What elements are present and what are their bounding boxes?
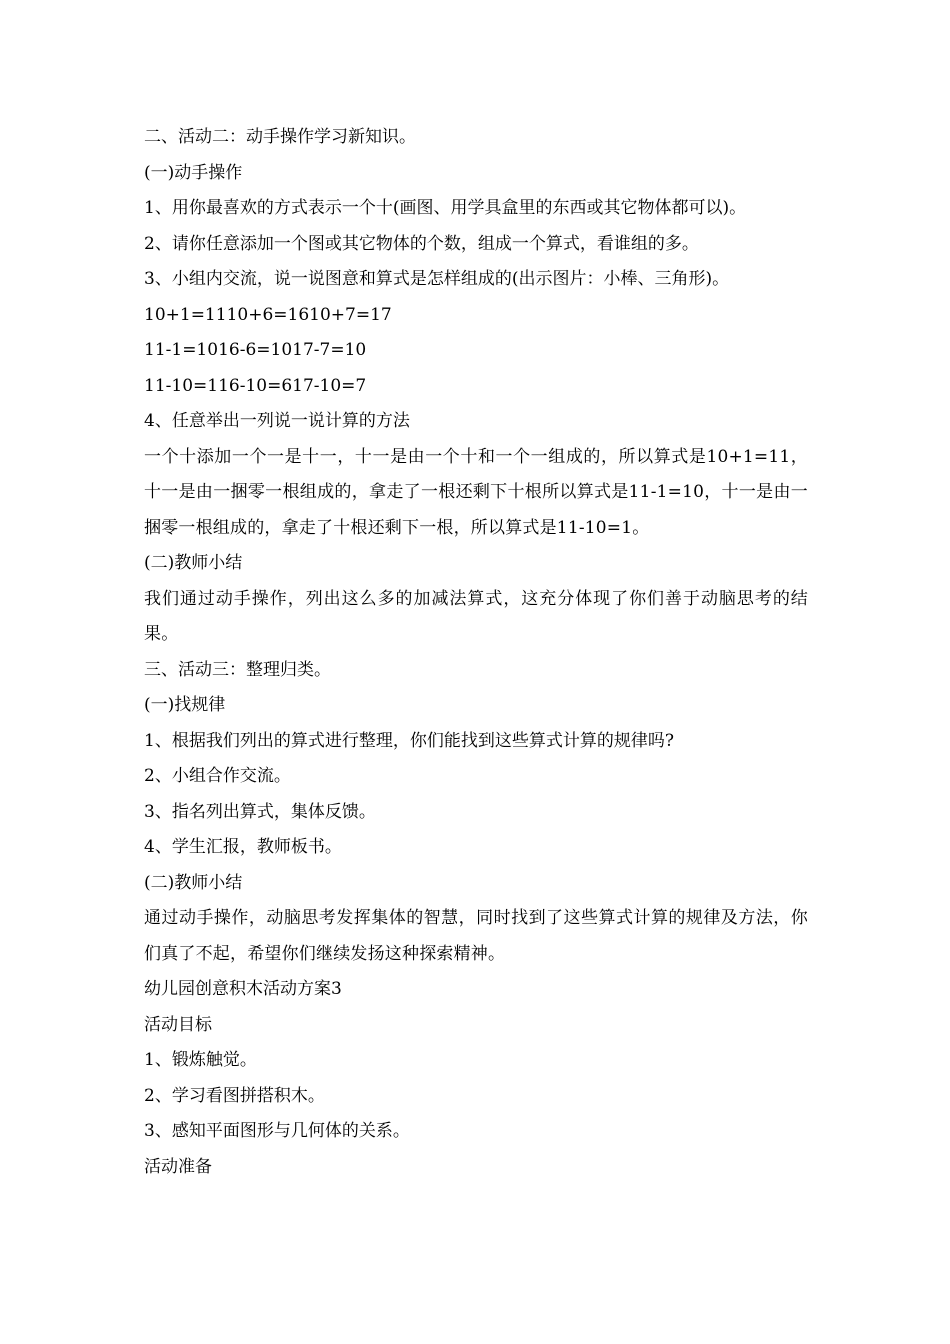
document-body bbox=[144, 120, 808, 1185]
subheading-preparation: 活动准备 bbox=[144, 1156, 212, 1177]
plan-title: 幼儿园创意积木活动方案3 bbox=[144, 979, 342, 999]
summary-paragraph: 我们通过动手操作，列出这么多的加减法算式，这充分体现了你们善于动脑思考的结果。 bbox=[144, 588, 808, 644]
equation-line: 10+1=1110+6=1610+7=17 bbox=[144, 304, 392, 325]
subheading-teacher-summary: (二)教师小结 bbox=[144, 872, 243, 893]
list-item: 1、锻炼触觉。 bbox=[144, 1050, 257, 1070]
list-item: 2、小组合作交流。 bbox=[144, 766, 291, 786]
list-item: 3、小组内交流，说一说图意和算式是怎样组成的(出示图片：小棒、三角形)。 bbox=[144, 269, 730, 289]
summary-paragraph: 通过动手操作，动脑思考发挥集体的智慧，同时找到了这些算式计算的规律及方法，你们真了不起，希望你们继续发扬这种探索精神。 bbox=[144, 908, 808, 964]
section-heading-activity-3: 三、活动三：整理归类。 bbox=[144, 659, 331, 680]
section-heading-activity-2: 二、活动二：动手操作学习新知识。 bbox=[144, 127, 416, 147]
subheading-teacher-summary: (二)教师小结 bbox=[144, 553, 243, 573]
list-item: 3、指名列出算式，集体反馈。 bbox=[144, 801, 376, 822]
list-item: 1、根据我们列出的算式进行整理，你们能找到这些算式计算的规律吗? bbox=[144, 730, 674, 751]
list-item: 3、感知平面图形与几何体的关系。 bbox=[144, 1121, 410, 1141]
list-item: 2、学习看图拼搭积木。 bbox=[144, 1085, 325, 1106]
subheading-hands-on: (一)动手操作 bbox=[144, 162, 243, 183]
equation-line: 11-1=1016-6=1017-7=10 bbox=[144, 340, 367, 360]
list-item: 2、请你任意添加一个图或其它物体的个数，组成一个算式，看谁组的多。 bbox=[144, 233, 699, 254]
explanation-paragraph: 一个十添加一个一是十一，十一是由一个十和一个一组成的，所以算式是10+1=11，十一是由一捆零一根组成的，拿走了一根还剩下十根所以算式是11-1=10，十一是由一捆零一根组成的，拿走了十根还剩下一根，所以算式是11-10=1。 bbox=[144, 446, 808, 538]
list-item: 4、任意举出一列说一说计算的方法 bbox=[144, 411, 410, 431]
equation-line: 11-10=116-10=617-10=7 bbox=[144, 375, 367, 396]
list-item: 1、用你最喜欢的方式表示一个十(画图、用学具盒里的东西或其它物体都可以)。 bbox=[144, 198, 747, 218]
list-item: 4、学生汇报，教师板书。 bbox=[144, 837, 342, 857]
subheading-find-pattern: (一)找规律 bbox=[144, 695, 226, 715]
subheading-objectives: 活动目标 bbox=[144, 1014, 212, 1035]
